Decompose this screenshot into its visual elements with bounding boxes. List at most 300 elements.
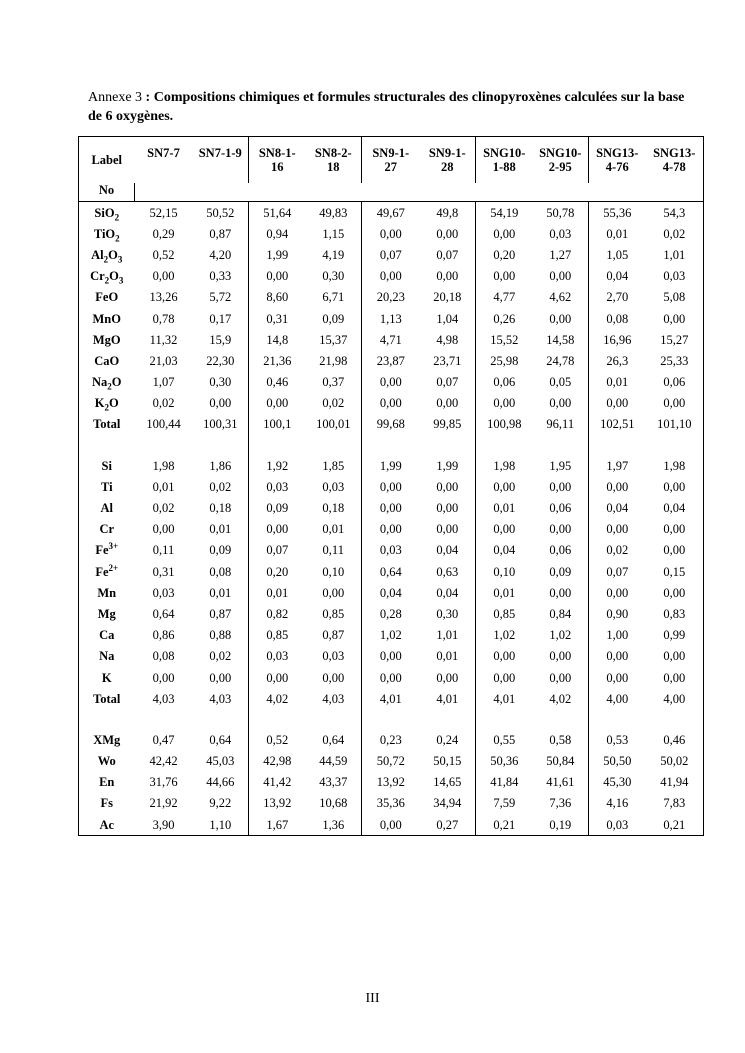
spacer-row (79, 435, 704, 455)
table-cell: 4,62 (549, 290, 572, 305)
table-cell: 0,03 (589, 814, 646, 836)
table-cell: 1,99 (436, 458, 459, 473)
table-cell: 0,55 (476, 729, 533, 750)
table-cell: 0,30 (436, 606, 459, 621)
table-cell: 4,20 (209, 247, 232, 262)
column-header-line1: SN8-2- (314, 146, 352, 160)
table-cell: 0,00 (436, 670, 459, 685)
table-cell: 0,00 (362, 476, 420, 497)
table-cell: 1,01 (663, 247, 686, 262)
table-cell: 0,11 (152, 543, 175, 558)
table-cell: 8,60 (249, 287, 306, 308)
table-cell: 0,09 (209, 543, 232, 558)
table-cell: 0,00 (362, 393, 420, 414)
table-cell: 1,36 (306, 814, 362, 836)
row-label (79, 646, 135, 667)
table-cell: 1,99 (362, 455, 420, 476)
table-cell: 0,53 (589, 729, 646, 750)
caption-prefix: Annexe 3 (88, 90, 143, 105)
table-cell: 22,30 (206, 353, 235, 368)
column-header-line1: SNG13- (653, 146, 696, 160)
column-header-line2: 28 (441, 160, 454, 174)
table-cell: 0,00 (589, 476, 646, 497)
table-cell: 0,00 (663, 522, 686, 537)
table-cell: 0,01 (322, 522, 345, 537)
spacer-cell (420, 435, 476, 455)
cation-label: Ti (100, 479, 113, 494)
table-cell: 0,00 (476, 393, 533, 414)
table-cell: 0,00 (663, 649, 686, 664)
table-cell: 4,03 (209, 691, 232, 706)
cation-label: Ca (99, 628, 115, 643)
column-header (420, 137, 476, 184)
table-cell: 21,03 (149, 353, 178, 368)
table-cell: 0,00 (322, 670, 345, 685)
table-cell: 0,28 (362, 603, 420, 624)
row-label (79, 497, 135, 518)
table-cell: 50,02 (660, 754, 689, 769)
table-cell: 0,06 (549, 543, 572, 558)
table-cell: 0,08 (209, 564, 232, 579)
table-cell: 13,92 (362, 772, 420, 793)
table-cell: 0,01 (209, 522, 232, 537)
table-cell: 4,01 (362, 688, 420, 709)
table-cell: 0,03 (322, 649, 345, 664)
table-row (79, 287, 704, 308)
table-row (79, 266, 704, 287)
table-cell: 4,00 (589, 688, 646, 709)
table-cell: 0,83 (663, 606, 686, 621)
table-cell: 50,78 (546, 205, 575, 220)
table-row (79, 350, 704, 371)
table-cell: 0,58 (549, 732, 572, 747)
table-cell: 50,52 (206, 205, 235, 220)
table-cell: 14,8 (249, 329, 306, 350)
column-header-line1: SNG10- (539, 146, 582, 160)
spacer-cell (476, 435, 533, 455)
table-cell: 0,09 (549, 564, 572, 579)
row-label (79, 751, 135, 772)
row-label (79, 729, 135, 750)
row-label (79, 667, 135, 688)
table-cell: 1,86 (209, 458, 232, 473)
table-cell: 1,67 (249, 814, 306, 836)
table-row (79, 667, 704, 688)
spacer-cell (79, 709, 135, 729)
table-cell: 7,36 (549, 796, 572, 811)
table-cell: 14,65 (433, 775, 462, 790)
column-header-line2: 18 (327, 160, 340, 174)
oxide-subscript-2: 3 (118, 275, 124, 286)
table-cell: 4,71 (362, 329, 420, 350)
table-cell: 0,02 (209, 479, 232, 494)
table-cell: 0,99 (663, 628, 686, 643)
table-cell: 0,04 (663, 501, 686, 516)
table-row (79, 372, 704, 393)
column-header (306, 137, 362, 184)
table-cell: 15,52 (476, 329, 533, 350)
table-cell: 0,00 (663, 396, 686, 411)
table-cell: 42,42 (149, 754, 178, 769)
table-cell: 1,02 (549, 628, 572, 643)
table-cell: 52,15 (149, 205, 178, 220)
table-cell: 0,64 (209, 732, 232, 747)
cation-label: Mg (97, 606, 116, 621)
column-header-line2: 1-88 (492, 160, 516, 174)
table-cell: 0,63 (436, 564, 459, 579)
table-cell: 0,00 (549, 522, 572, 537)
table-cell: 1,05 (589, 244, 646, 265)
table-cell: 20,23 (362, 287, 420, 308)
table-cell: 4,01 (436, 691, 459, 706)
table-cell: 1,02 (362, 625, 420, 646)
table-caption (88, 88, 700, 126)
row-label (79, 476, 135, 497)
table-cell: 41,94 (660, 775, 689, 790)
table-cell: 5,08 (663, 290, 686, 305)
spacer-cell (249, 435, 306, 455)
table-cell: 0,07 (589, 561, 646, 582)
table-cell: 0,87 (322, 628, 345, 643)
table-cell: 31,76 (149, 775, 178, 790)
row-label (79, 455, 135, 476)
table-cell: 1,97 (589, 455, 646, 476)
column-header (533, 137, 589, 184)
table-cell: 0,02 (663, 226, 686, 241)
table-cell: 0,00 (589, 646, 646, 667)
table-cell: 0,00 (249, 519, 306, 540)
header-spacer (135, 183, 704, 202)
table-cell: 0,00 (549, 649, 572, 664)
table-cell: 0,00 (476, 519, 533, 540)
table-cell: 34,94 (433, 796, 462, 811)
row-label (79, 772, 135, 793)
spacer-cell (306, 435, 362, 455)
table-cell: 0,04 (476, 540, 533, 561)
table-cell: 0,01 (589, 372, 646, 393)
table-cell: 0,00 (362, 266, 420, 287)
table-cell: 0,10 (476, 561, 533, 582)
table-cell: 0,00 (663, 543, 686, 558)
table-cell: 0,01 (249, 582, 306, 603)
oxide-label: MnO (92, 311, 121, 326)
table-cell: 0,05 (549, 375, 572, 390)
oxide-label: CaO (94, 353, 120, 368)
row-label (79, 393, 135, 414)
column-header (646, 137, 704, 184)
table-row (79, 476, 704, 497)
spacer-cell (79, 435, 135, 455)
table-cell: 0,87 (209, 606, 232, 621)
table-cell: 0,00 (249, 393, 306, 414)
table-cell: 0,90 (589, 603, 646, 624)
table-cell: 100,01 (316, 417, 351, 432)
spacer-cell (306, 709, 362, 729)
table-cell: 21,36 (249, 350, 306, 371)
oxide-label-tail: O (109, 269, 119, 284)
endmember-label: Wo (97, 754, 116, 769)
oxide-label-tail: O (109, 396, 119, 411)
table-cell: 1,13 (362, 308, 420, 329)
table-cell: 0,85 (249, 625, 306, 646)
column-header-line2: 4-78 (662, 160, 686, 174)
table-cell: 0,08 (589, 308, 646, 329)
table-cell: 0,00 (436, 396, 459, 411)
table-body (79, 202, 704, 836)
table-cell: 0,00 (436, 479, 459, 494)
table-cell: 0,03 (549, 226, 572, 241)
table-cell: 0,00 (152, 522, 175, 537)
cation-label: Fe (95, 543, 109, 558)
table-cell: 0,06 (476, 372, 533, 393)
table-row (79, 519, 704, 540)
table-cell: 55,36 (589, 202, 646, 224)
table-cell: 0,00 (152, 670, 175, 685)
row-label (79, 688, 135, 709)
table-cell: 1,27 (549, 247, 572, 262)
table-cell: 99,85 (433, 417, 462, 432)
table-cell: 0,00 (362, 497, 420, 518)
column-header-line2: 4-76 (605, 160, 629, 174)
spacer-cell (193, 435, 249, 455)
table-cell: 1,92 (249, 455, 306, 476)
table-row (79, 582, 704, 603)
oxide-subscript-2: 3 (117, 254, 123, 265)
table-cell: 14,58 (546, 332, 575, 347)
cation-label: Na (99, 649, 115, 664)
row-label (79, 287, 135, 308)
table-cell: 0,00 (549, 311, 572, 326)
table-cell: 0,00 (436, 269, 459, 284)
no-header: No (79, 183, 135, 202)
table-cell: 0,20 (249, 561, 306, 582)
oxide-label: Cr (90, 269, 105, 284)
column-header-line1: SNG13- (596, 146, 639, 160)
row-label (79, 266, 135, 287)
row-label (79, 603, 135, 624)
table-cell: 42,98 (249, 751, 306, 772)
table-cell: 0,00 (549, 670, 572, 685)
table-cell: 0,04 (436, 585, 459, 600)
table-cell: 21,98 (319, 353, 348, 368)
table-cell: 0,26 (476, 308, 533, 329)
table-cell: 0,04 (436, 543, 459, 558)
table-cell: 0,00 (249, 266, 306, 287)
table-cell: 0,09 (249, 497, 306, 518)
header-row (79, 137, 704, 184)
table-cell: 41,61 (546, 775, 575, 790)
table-cell: 0,03 (249, 646, 306, 667)
table-row (79, 561, 704, 582)
row-label (79, 540, 135, 561)
table-row (79, 497, 704, 518)
table-cell: 20,18 (433, 290, 462, 305)
table-row (79, 393, 704, 414)
table-cell: 1,85 (322, 458, 345, 473)
spacer-cell (135, 709, 193, 729)
table-row (79, 244, 704, 265)
table-cell: 0,03 (152, 585, 175, 600)
column-header (249, 137, 306, 184)
table-cell: 0,00 (549, 479, 572, 494)
cation-label: K (101, 670, 112, 685)
table-cell: 1,07 (152, 375, 175, 390)
table-cell: 0,24 (436, 732, 459, 747)
table-cell: 1,95 (549, 458, 572, 473)
cation-label: Fe (95, 564, 109, 579)
table-cell: 0,30 (322, 269, 345, 284)
composition-table (78, 136, 704, 836)
spacer-cell (533, 709, 589, 729)
table-cell: 0,01 (589, 223, 646, 244)
table-cell: 0,02 (209, 649, 232, 664)
table-cell: 0,19 (533, 814, 589, 836)
table-cell: 4,02 (549, 691, 572, 706)
table-cell: 0,46 (249, 372, 306, 393)
table-cell: 0,30 (209, 375, 232, 390)
table-cell: 0,11 (322, 543, 344, 558)
row-label (79, 202, 135, 224)
table-cell: 0,02 (152, 396, 175, 411)
table-cell: 0,64 (322, 732, 345, 747)
table-cell: 4,01 (476, 688, 533, 709)
table-cell: 0,02 (322, 396, 345, 411)
column-header-line1: SN9-1- (428, 146, 466, 160)
oxide-subscript: 2 (104, 402, 109, 413)
table-cell: 0,09 (322, 311, 345, 326)
table-cell: 43,37 (319, 775, 348, 790)
table-cell: 0,00 (362, 372, 420, 393)
table-cell: 50,15 (433, 754, 462, 769)
table-cell: 0,04 (362, 582, 420, 603)
table-cell: 0,00 (362, 646, 420, 667)
oxide-label: FeO (95, 290, 119, 305)
table-cell: 23,87 (362, 350, 420, 371)
table-cell: 50,50 (589, 751, 646, 772)
table-cell: 0,01 (476, 497, 533, 518)
table-cell: 49,83 (319, 205, 348, 220)
table-cell: 0,03 (663, 269, 686, 284)
spacer-cell (135, 435, 193, 455)
table-cell: 54,3 (663, 205, 686, 220)
table-cell: 0,06 (549, 501, 572, 516)
column-header (589, 137, 646, 184)
column-header (135, 137, 193, 184)
cation-label: Mn (97, 585, 117, 600)
table-cell: 1,02 (476, 625, 533, 646)
label-header: Label (91, 153, 123, 167)
table-row (79, 414, 704, 435)
table-cell: 4,19 (322, 247, 345, 262)
table-row (79, 729, 704, 750)
table-cell: 0,00 (476, 646, 533, 667)
table-cell: 0,00 (436, 501, 459, 516)
table-cell: 1,98 (476, 455, 533, 476)
oxide-label: MgO (92, 332, 121, 347)
oxide-label: Na (91, 375, 108, 390)
oxide-subscript: 2 (107, 381, 112, 392)
oxide-subscript: 2 (114, 212, 120, 223)
table-cell: 0,02 (152, 501, 175, 516)
table-cell: 50,84 (546, 754, 575, 769)
cation-label: Cr (99, 522, 115, 537)
table-cell: 7,59 (476, 793, 533, 814)
table-cell: 0,94 (249, 223, 306, 244)
table-cell: 0,18 (322, 501, 345, 516)
column-header-line2: 16 (271, 160, 284, 174)
table-cell: 0,00 (549, 585, 572, 600)
table-cell: 15,27 (660, 332, 689, 347)
endmember-label: XMg (93, 732, 121, 747)
table-cell: 0,18 (209, 501, 232, 516)
table-cell: 0,00 (476, 223, 533, 244)
table-cell: 45,03 (206, 754, 235, 769)
table-cell: 0,01 (436, 649, 459, 664)
table-cell: 54,19 (476, 202, 533, 224)
row-label (79, 308, 135, 329)
table-cell: 0,00 (663, 479, 686, 494)
table-cell: 0,01 (209, 585, 232, 600)
table-cell: 25,98 (476, 350, 533, 371)
table-cell: 0,04 (589, 497, 646, 518)
table-cell: 15,37 (319, 332, 348, 347)
table-cell: 0,03 (249, 476, 306, 497)
column-header-line2: 2-95 (548, 160, 572, 174)
table-cell: 4,16 (589, 793, 646, 814)
table-cell: 9,22 (209, 796, 232, 811)
table-cell: 0,23 (362, 729, 420, 750)
table-cell: 35,36 (362, 793, 420, 814)
row-label (79, 350, 135, 371)
table-cell: 1,98 (152, 458, 175, 473)
column-header-line1: SNG10- (483, 146, 526, 160)
table-cell: 41,84 (476, 772, 533, 793)
table-cell: 0,31 (152, 564, 175, 579)
header-row-2 (79, 183, 704, 202)
table-cell: 21,92 (149, 796, 178, 811)
spacer-cell (646, 435, 704, 455)
table-cell: 44,59 (319, 754, 348, 769)
table-cell: 49,8 (436, 205, 459, 220)
spacer-cell (646, 709, 704, 729)
table-cell: 0,31 (249, 308, 306, 329)
table-cell: 100,98 (476, 414, 533, 435)
table-cell: 6,71 (322, 290, 345, 305)
table-cell: 1,00 (589, 625, 646, 646)
table-cell: 13,26 (149, 290, 178, 305)
table-row (79, 603, 704, 624)
table-cell: 0,08 (152, 649, 175, 664)
table-cell: 0,64 (362, 561, 420, 582)
table-row (79, 793, 704, 814)
table-cell: 99,68 (362, 414, 420, 435)
table-cell: 0,47 (152, 732, 175, 747)
table-cell: 101,10 (657, 417, 692, 432)
table-cell: 0,17 (209, 311, 232, 326)
cation-label: Al (100, 501, 113, 516)
table-cell: 96,11 (546, 417, 575, 432)
table-cell: 26,3 (589, 350, 646, 371)
page-number: III (365, 991, 380, 1006)
cation-label: Si (101, 458, 112, 473)
table-cell: 1,10 (193, 814, 249, 836)
row-label (79, 793, 135, 814)
table-cell: 0,00 (249, 667, 306, 688)
table-cell: 51,64 (249, 202, 306, 224)
table-cell: 100,1 (249, 414, 306, 435)
table-cell: 2,70 (589, 287, 646, 308)
table-cell: 0,04 (589, 266, 646, 287)
